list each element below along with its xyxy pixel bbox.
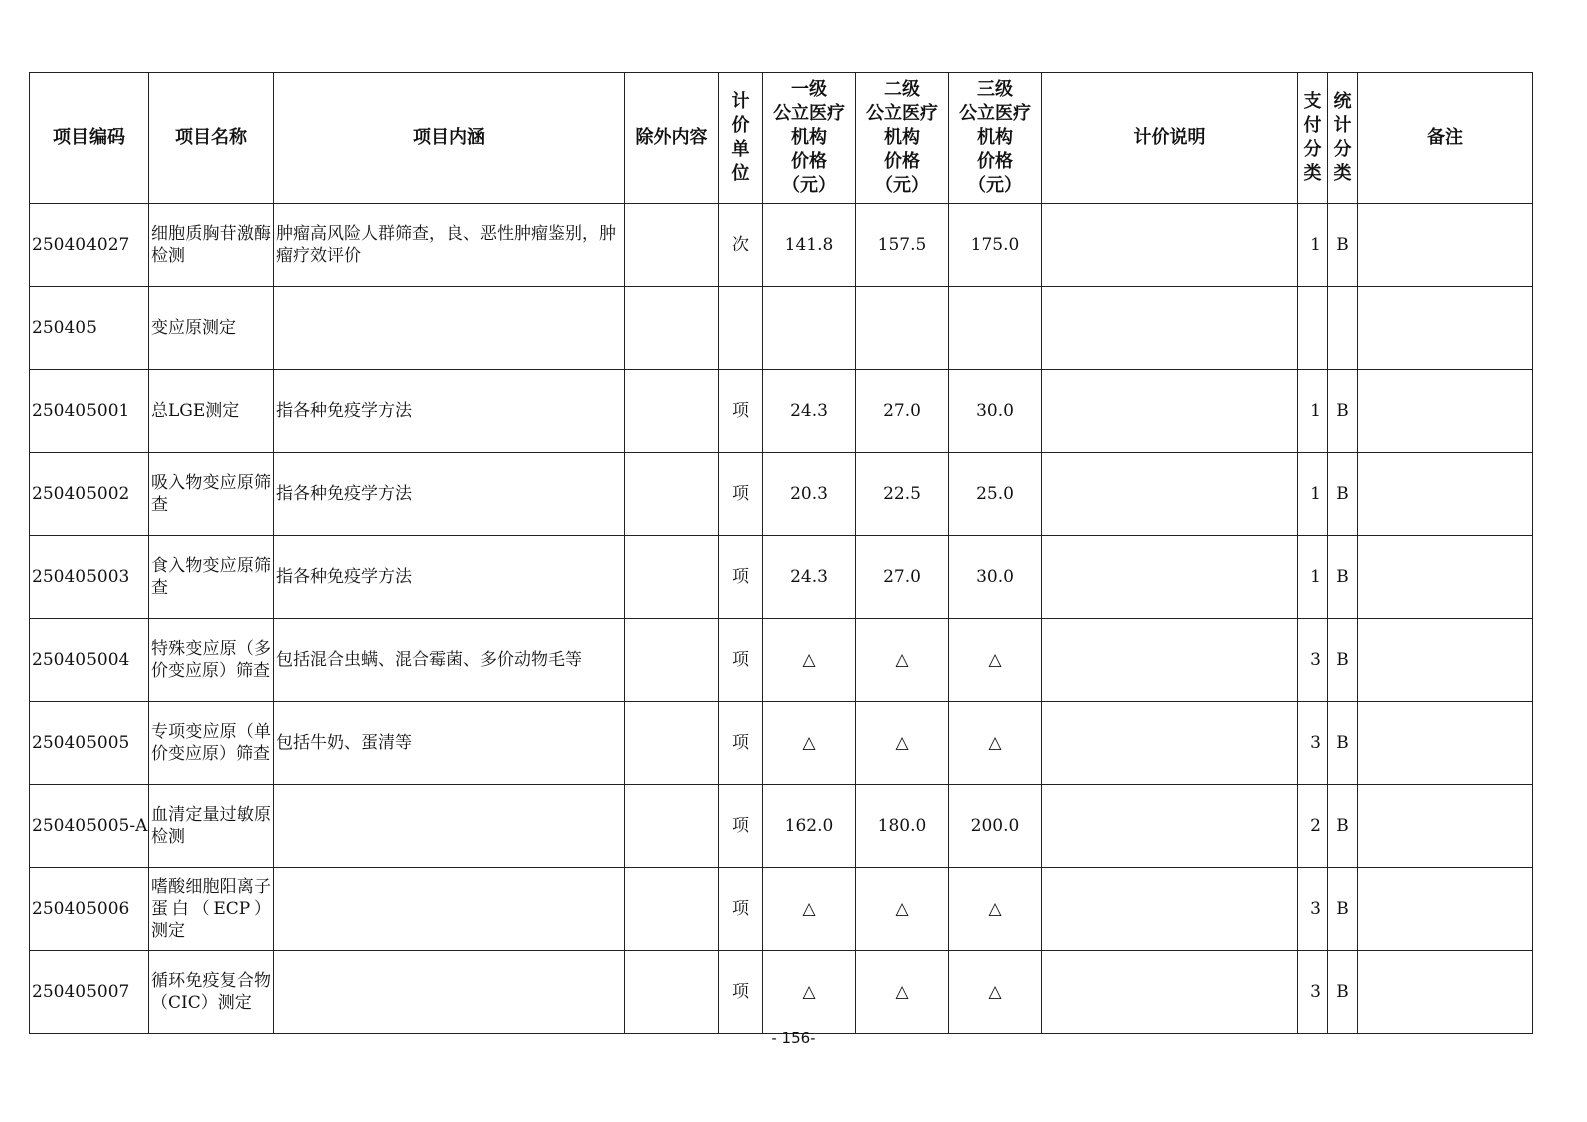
header-price-level2: 二级 公立医疗 机构 价格 （元） bbox=[856, 73, 949, 204]
table-row bbox=[30, 453, 1533, 536]
header-price-level3: 三级 公立医疗 机构 价格 （元） bbox=[949, 73, 1042, 204]
cell-pricing-note bbox=[1042, 204, 1298, 287]
header-pay-class: 支 付 分 类 bbox=[1298, 73, 1328, 204]
cell-content bbox=[274, 785, 625, 868]
table-row bbox=[30, 204, 1533, 287]
cell-price-level1: 162.0 bbox=[763, 785, 856, 868]
cell-excluded bbox=[625, 619, 719, 702]
cell-code: 250405005 bbox=[30, 702, 149, 785]
header-remarks: 备注 bbox=[1358, 73, 1533, 204]
cell-price-level1: △ bbox=[763, 619, 856, 702]
cell-stat-class: B bbox=[1328, 370, 1358, 453]
cell-price-level2: 27.0 bbox=[856, 536, 949, 619]
cell-unit: 项 bbox=[719, 453, 763, 536]
cell-excluded bbox=[625, 868, 719, 951]
cell-price-level3: 30.0 bbox=[949, 536, 1042, 619]
table-row bbox=[30, 785, 1533, 868]
cell-pay-class: 3 bbox=[1298, 619, 1328, 702]
cell-excluded bbox=[625, 204, 719, 287]
cell-remarks bbox=[1358, 619, 1533, 702]
cell-unit: 项 bbox=[719, 785, 763, 868]
cell-price-level2: △ bbox=[856, 868, 949, 951]
cell-price-level1: △ bbox=[763, 868, 856, 951]
cell-pricing-note bbox=[1042, 868, 1298, 951]
cell-price-level2: △ bbox=[856, 702, 949, 785]
table-row bbox=[30, 619, 1533, 702]
cell-content: 包括混合虫螨、混合霉菌、多价动物毛等 bbox=[274, 619, 625, 702]
cell-code: 250405007 bbox=[30, 951, 149, 1034]
cell-stat-class: B bbox=[1328, 785, 1358, 868]
cell-pay-class bbox=[1298, 287, 1328, 370]
header-pricing-note: 计价说明 bbox=[1042, 73, 1298, 204]
cell-pay-class: 2 bbox=[1298, 785, 1328, 868]
cell-stat-class: B bbox=[1328, 619, 1358, 702]
cell-content: 包括牛奶、蛋清等 bbox=[274, 702, 625, 785]
cell-code: 250405006 bbox=[30, 868, 149, 951]
cell-price-level3: △ bbox=[949, 702, 1042, 785]
table-row bbox=[30, 868, 1533, 951]
cell-price-level1: 24.3 bbox=[763, 370, 856, 453]
cell-pay-class: 3 bbox=[1298, 702, 1328, 785]
cell-stat-class: B bbox=[1328, 951, 1358, 1034]
cell-remarks bbox=[1358, 868, 1533, 951]
table-body bbox=[30, 204, 1533, 1034]
cell-price-level3: 200.0 bbox=[949, 785, 1042, 868]
cell-excluded bbox=[625, 702, 719, 785]
cell-remarks bbox=[1358, 785, 1533, 868]
cell-pricing-note bbox=[1042, 951, 1298, 1034]
cell-price-level2: △ bbox=[856, 951, 949, 1034]
cell-stat-class bbox=[1328, 287, 1358, 370]
cell-pay-class: 1 bbox=[1298, 204, 1328, 287]
cell-unit: 项 bbox=[719, 370, 763, 453]
cell-code: 250405001 bbox=[30, 370, 149, 453]
cell-excluded bbox=[625, 536, 719, 619]
cell-name: 总LGE测定 bbox=[149, 370, 274, 453]
cell-pricing-note bbox=[1042, 785, 1298, 868]
cell-price-level1: 141.8 bbox=[763, 204, 856, 287]
cell-stat-class: B bbox=[1328, 204, 1358, 287]
cell-content: 指各种免疫学方法 bbox=[274, 370, 625, 453]
header-code: 项目编码 bbox=[30, 73, 149, 204]
cell-pricing-note bbox=[1042, 536, 1298, 619]
cell-price-level3: △ bbox=[949, 951, 1042, 1034]
cell-remarks bbox=[1358, 536, 1533, 619]
cell-remarks bbox=[1358, 370, 1533, 453]
cell-code: 250405005-A bbox=[30, 785, 149, 868]
table-row bbox=[30, 702, 1533, 785]
cell-unit: 项 bbox=[719, 702, 763, 785]
cell-excluded bbox=[625, 785, 719, 868]
cell-unit: 次 bbox=[719, 204, 763, 287]
cell-price-level2 bbox=[856, 287, 949, 370]
cell-unit: 项 bbox=[719, 619, 763, 702]
cell-name: 变应原测定 bbox=[149, 287, 274, 370]
cell-stat-class: B bbox=[1328, 702, 1358, 785]
cell-unit bbox=[719, 287, 763, 370]
cell-name: 血清定量过敏原检测 bbox=[149, 785, 274, 868]
table-row bbox=[30, 536, 1533, 619]
cell-remarks bbox=[1358, 204, 1533, 287]
cell-price-level3: △ bbox=[949, 868, 1042, 951]
table-row bbox=[30, 287, 1533, 370]
cell-price-level2: 27.0 bbox=[856, 370, 949, 453]
cell-price-level3: 30.0 bbox=[949, 370, 1042, 453]
cell-code: 250404027 bbox=[30, 204, 149, 287]
header-unit: 计 价 单 位 bbox=[719, 73, 763, 204]
cell-name: 专项变应原（单价变应原）筛查 bbox=[149, 702, 274, 785]
cell-content bbox=[274, 951, 625, 1034]
cell-price-level2: 180.0 bbox=[856, 785, 949, 868]
cell-pay-class: 3 bbox=[1298, 951, 1328, 1034]
header-content: 项目内涵 bbox=[274, 73, 625, 204]
cell-content: 指各种免疫学方法 bbox=[274, 453, 625, 536]
cell-excluded bbox=[625, 951, 719, 1034]
cell-unit: 项 bbox=[719, 536, 763, 619]
cell-name: 细胞质胸苷激酶检测 bbox=[149, 204, 274, 287]
table-row bbox=[30, 370, 1533, 453]
table-row bbox=[30, 951, 1533, 1034]
header-name: 项目名称 bbox=[149, 73, 274, 204]
cell-excluded bbox=[625, 370, 719, 453]
header-excluded: 除外内容 bbox=[625, 73, 719, 204]
cell-stat-class: B bbox=[1328, 536, 1358, 619]
cell-pay-class: 1 bbox=[1298, 453, 1328, 536]
cell-remarks bbox=[1358, 951, 1533, 1034]
cell-content bbox=[274, 287, 625, 370]
cell-code: 250405004 bbox=[30, 619, 149, 702]
cell-code: 250405 bbox=[30, 287, 149, 370]
cell-content: 肿瘤高风险人群筛查，良、恶性肿瘤鉴别，肿瘤疗效评价 bbox=[274, 204, 625, 287]
cell-name: 食入物变应原筛查 bbox=[149, 536, 274, 619]
cell-price-level3: 175.0 bbox=[949, 204, 1042, 287]
cell-name: 嗜酸细胞阳离子蛋白（ECP）测定 bbox=[149, 868, 274, 951]
cell-price-level1: 24.3 bbox=[763, 536, 856, 619]
cell-price-level1: △ bbox=[763, 702, 856, 785]
cell-pricing-note bbox=[1042, 370, 1298, 453]
cell-pricing-note bbox=[1042, 453, 1298, 536]
cell-excluded bbox=[625, 287, 719, 370]
cell-content bbox=[274, 868, 625, 951]
cell-pricing-note bbox=[1042, 702, 1298, 785]
cell-price-level3: 25.0 bbox=[949, 453, 1042, 536]
cell-price-level1 bbox=[763, 287, 856, 370]
cell-excluded bbox=[625, 453, 719, 536]
cell-stat-class: B bbox=[1328, 453, 1358, 536]
cell-code: 250405003 bbox=[30, 536, 149, 619]
cell-price-level2: 157.5 bbox=[856, 204, 949, 287]
header-price-level1: 一级 公立医疗 机构 价格 （元） bbox=[763, 73, 856, 204]
cell-pay-class: 1 bbox=[1298, 536, 1328, 619]
cell-price-level2: 22.5 bbox=[856, 453, 949, 536]
cell-pricing-note bbox=[1042, 619, 1298, 702]
header-stat-class: 统 计 分 类 bbox=[1328, 73, 1358, 204]
cell-name: 吸入物变应原筛查 bbox=[149, 453, 274, 536]
cell-stat-class: B bbox=[1328, 868, 1358, 951]
cell-pay-class: 1 bbox=[1298, 370, 1328, 453]
cell-price-level3: △ bbox=[949, 619, 1042, 702]
cell-price-level1: 20.3 bbox=[763, 453, 856, 536]
cell-code: 250405002 bbox=[30, 453, 149, 536]
cell-unit: 项 bbox=[719, 951, 763, 1034]
cell-name: 特殊变应原（多价变应原）筛查 bbox=[149, 619, 274, 702]
cell-remarks bbox=[1358, 287, 1533, 370]
cell-price-level3 bbox=[949, 287, 1042, 370]
cell-name: 循环免疫复合物（CIC）测定 bbox=[149, 951, 274, 1034]
cell-pay-class: 3 bbox=[1298, 868, 1328, 951]
cell-unit: 项 bbox=[719, 868, 763, 951]
cell-remarks bbox=[1358, 702, 1533, 785]
header-row bbox=[30, 73, 1533, 204]
cell-content: 指各种免疫学方法 bbox=[274, 536, 625, 619]
cell-remarks bbox=[1358, 453, 1533, 536]
cell-pricing-note bbox=[1042, 287, 1298, 370]
cell-price-level1: △ bbox=[763, 951, 856, 1034]
page-number: - 156- bbox=[771, 1029, 816, 1047]
price-table bbox=[29, 72, 1533, 1034]
cell-price-level2: △ bbox=[856, 619, 949, 702]
